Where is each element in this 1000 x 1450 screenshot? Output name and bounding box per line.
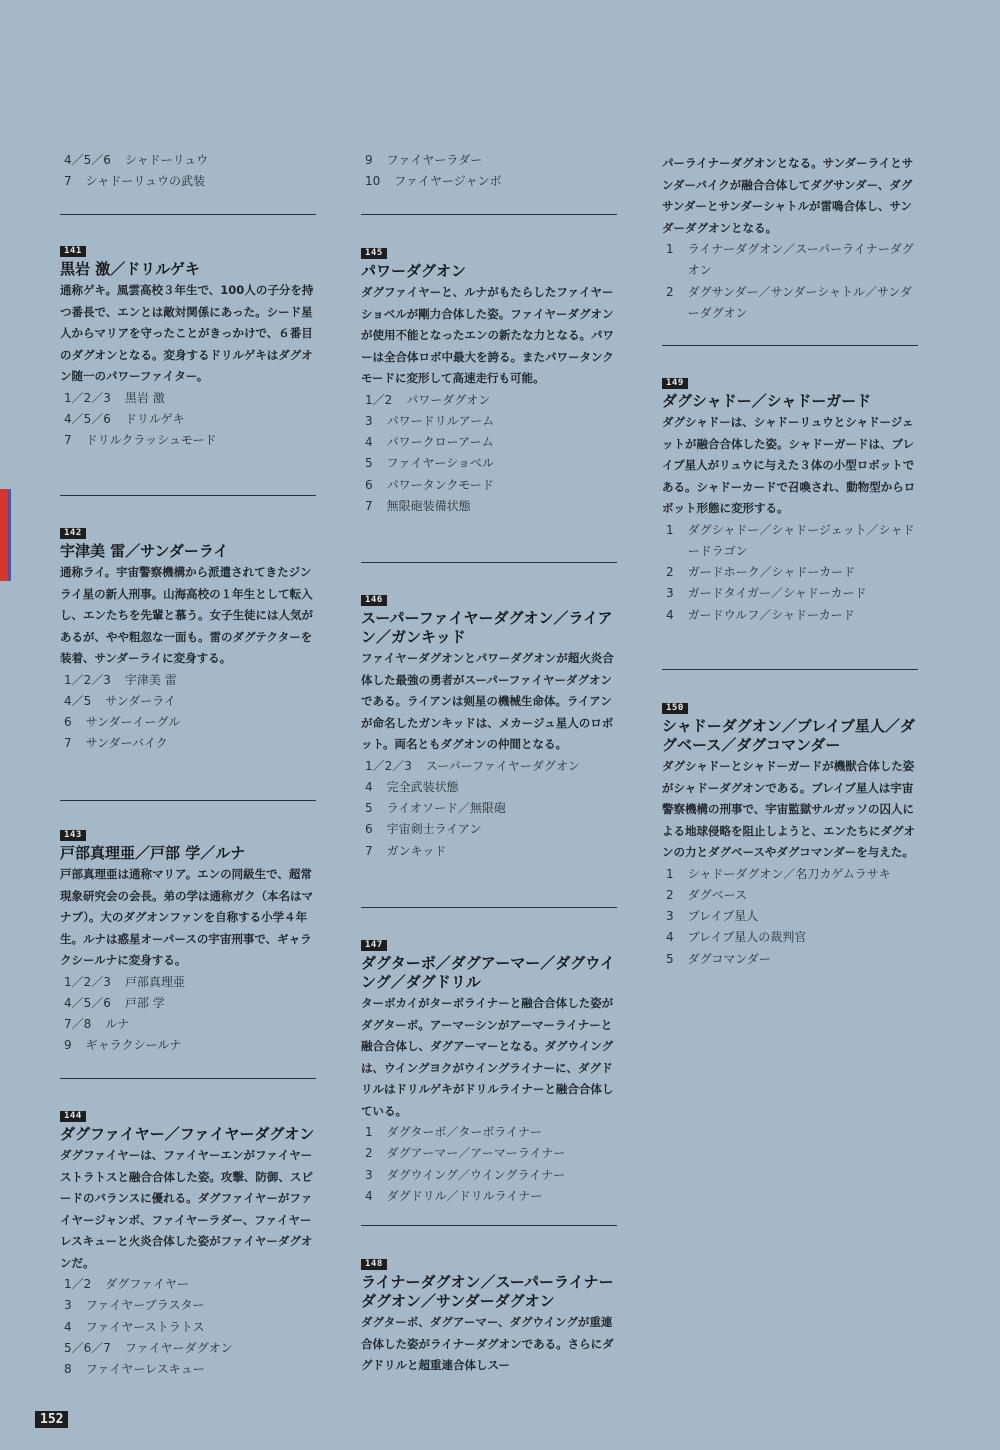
entry-number: 143: [60, 830, 86, 841]
section-divider: [361, 214, 617, 215]
plate-number: 3: [666, 586, 674, 601]
plate-number: 1: [666, 242, 674, 256]
plate-number: 6: [365, 477, 373, 492]
plate-item: [60, 1295, 318, 1316]
plate-caption: ファイヤーブラスター: [85, 1298, 205, 1313]
plate-item: [60, 1014, 318, 1035]
entry: [361, 587, 619, 862]
plate-item: [662, 906, 920, 927]
plate-item: [361, 1186, 619, 1207]
plate-item: [60, 1359, 318, 1380]
plate-number: 5: [365, 456, 373, 471]
plate-item: [662, 282, 920, 325]
plate-number: 7: [64, 174, 72, 189]
plate-number: 1／2／3: [64, 390, 111, 405]
plate-caption: ライオソード／無限砲: [386, 801, 506, 816]
entry: [662, 370, 920, 626]
plate-number: 4: [365, 435, 373, 450]
plate-number: 7／8: [64, 1017, 92, 1032]
plate-number: 4: [666, 930, 674, 945]
plate-item: [361, 453, 619, 474]
plate-list-continued: [361, 150, 619, 193]
entry-title: パワーダグオン: [361, 262, 467, 280]
plate-caption: ファイヤーストラトス: [85, 1319, 205, 1334]
plate-list: [361, 390, 619, 518]
entry-number: 145: [361, 248, 387, 259]
plate-list: [60, 670, 318, 755]
entry-title: スーパーファイヤーダグオン／ライアン／ガンキッド: [361, 609, 613, 646]
plate-number: 1／2／3: [64, 974, 111, 989]
entry-number: 148: [361, 1259, 387, 1270]
plate-item: [662, 927, 920, 948]
plate-caption: パワーダグオン: [406, 392, 491, 407]
plate-number: 7: [64, 736, 72, 751]
entry-description: ファイヤーダグオンとパワーダグオンが超火炎合体した最強の勇者がスーパーファイヤーダグオンである。ライアンは剣星の機械生命体。ライアンが命名したガンキッドは、メカージュ星人のロボット。両名ともダグオンの仲間となる。: [361, 651, 614, 751]
plate-number: 6: [365, 822, 373, 837]
plate-number: 9: [64, 1038, 72, 1053]
plate-item: [361, 819, 619, 840]
plate-caption: ダグサンダー／サンダーシャトル／サンダーダグオン: [687, 284, 912, 320]
entry-description: 戸部真理亜は通称マリア。エンの同級生で、超常現象研究会の会長。弟の学は通称ガク（本名はマナブ）。大のダグオンファンを自称する小学４年生。ルナは惑星オーパースの宇宙刑事で、ギャラクシールナに変身する。: [60, 867, 313, 967]
plate-number: 4／5／6: [64, 411, 111, 426]
plate-caption: ファイヤーラダー: [386, 153, 483, 167]
entry-description: ダグファイヤーは、ファイヤーエンがファイヤーストラトスと融合合体した姿。攻撃、防御、スピードのバランスに優れる。ダグファイヤーがファイヤージャンボ、ファイヤーラダー、ファイヤーレスキューと火炎合体した姿がファイヤーダグオンだ。: [60, 1148, 313, 1270]
plate-caption: ダグベース: [687, 887, 748, 902]
entry-title: 黒岩 激／ドリルゲキ: [60, 260, 200, 278]
entry-description: パーライナーダグオンとなる。サンダーライとサンダーバイクが融合合体してダグサンダー、ダグサンダーとサンダーシャトルが雷鳴合体し、サンダーダグオンとなる。: [662, 156, 914, 235]
plate-caption: パワードリルアーム: [386, 413, 495, 428]
plate-caption: ガードタイガー／シャドーカード: [687, 586, 867, 601]
plate-caption: ファイヤーショベル: [386, 456, 494, 471]
plate-item: [60, 993, 318, 1014]
plate-item: [60, 409, 318, 430]
page-number: 152: [35, 1411, 68, 1428]
plate-caption: パワータンクモード: [386, 477, 494, 492]
plate-caption: ファイヤーレスキュー: [85, 1362, 205, 1377]
section-divider: [361, 907, 617, 908]
plate-item: [60, 1338, 318, 1359]
plate-list-continued: [60, 150, 318, 193]
entry: [361, 240, 619, 517]
plate-caption: シャドーリュウの武装: [85, 174, 206, 189]
plate-number: 4: [666, 607, 674, 622]
entry-number: 146: [361, 595, 387, 606]
plate-list: [60, 972, 318, 1057]
plate-number: 1: [365, 1125, 373, 1139]
plate-number: 3: [666, 909, 674, 924]
section-divider: [60, 495, 316, 496]
plate-list: [662, 864, 920, 970]
section-divider: [662, 669, 918, 670]
plate-item: [662, 885, 920, 906]
entry-number: 150: [662, 703, 688, 714]
plate-list: [662, 520, 920, 626]
plate-number: 4／5／6: [64, 153, 111, 167]
plate-item: [361, 411, 619, 432]
plate-item: [662, 562, 920, 583]
plate-number: 4: [64, 1319, 72, 1334]
plate-caption: 宇宙剣士ライアン: [386, 822, 482, 837]
plate-caption: サンダーライ: [105, 693, 176, 708]
plate-item: [361, 798, 619, 819]
plate-caption: ブレイブ星人の裁判官: [687, 930, 807, 945]
entry-title: ダグターボ／ダグアーマー／ダグウイング／ダグドリル: [361, 954, 615, 991]
plate-number: 4: [365, 779, 373, 794]
plate-number: 8: [64, 1362, 72, 1377]
plate-number: 7: [365, 843, 373, 858]
plate-caption: 戸部真理亜: [124, 974, 185, 989]
entry-title: ライナーダグオン／スーパーライナーダグオン／サンダーダグオン: [361, 1273, 614, 1310]
plate-list: [361, 150, 619, 193]
plate-list: [60, 1274, 318, 1380]
plate-item: [662, 583, 920, 604]
plate-item: [60, 1035, 318, 1056]
plate-item: [60, 430, 318, 451]
section-divider: [361, 562, 617, 563]
plate-number: 2: [666, 887, 674, 902]
plate-caption: スーパーファイヤーダグオン: [425, 758, 580, 773]
plate-item: [662, 520, 920, 563]
plate-number: 4／5／6: [64, 995, 111, 1010]
plate-caption: ドリルクラッシュモード: [85, 433, 217, 448]
blue-edge-marker: [8, 489, 11, 581]
plate-caption: 宇津美 雷: [124, 672, 177, 687]
plate-caption: シャドーダグオン／名刀カゲムラサキ: [687, 866, 891, 881]
entry: [662, 152, 920, 324]
entry-number: 147: [361, 940, 387, 951]
plate-caption: サンダーイーグル: [85, 715, 181, 730]
plate-item: [361, 777, 619, 798]
plate-item: [361, 1122, 619, 1143]
plate-number: 2: [365, 1146, 373, 1161]
entry: [361, 932, 619, 1207]
plate-caption: ファイヤージャンボ: [394, 174, 502, 189]
plate-list: [60, 388, 318, 452]
plate-caption: ダグターボ／ターボライナー: [386, 1125, 543, 1139]
entry-title: ダグファイヤー／ファイヤーダグオン: [60, 1125, 315, 1143]
plate-caption: ルナ: [105, 1017, 130, 1032]
plate-caption: ギャラクシールナ: [85, 1038, 182, 1053]
red-edge-marker: [0, 489, 8, 581]
plate-caption: パワークローアーム: [386, 435, 494, 450]
plate-item: [361, 1143, 619, 1164]
entry-description: 通称ゲキ。風雲高校３年生で、100人の子分を持つ番長で、エンとは敵対関係にあった。シード星人からマリアを守ったことがきっかけで、６番目のダグオンとなる。変身するドリルゲキはダグオン随一のパワーファイター。: [60, 283, 314, 383]
plate-number: 3: [365, 413, 373, 428]
entry-description: ダグファイヤーと、ルナがもたらしたファイヤーショベルが剛力合体した姿。ファイヤーダグオンが使用不能となったエンの新たな力となる。パワーは全合体ロボ中最大を誇る。またパワータンクモードに変形して高速走行も可能。: [361, 285, 614, 385]
plate-list: [361, 1122, 619, 1207]
plate-caption: 戸部 学: [124, 995, 165, 1010]
entry: [60, 520, 318, 755]
section-divider: [60, 214, 316, 215]
entry-number: 144: [60, 1111, 86, 1122]
plate-item: [361, 150, 619, 171]
entry-number: 149: [662, 378, 688, 389]
plate-item: [60, 691, 318, 712]
plate-number: 6: [64, 715, 72, 730]
plate-item: [662, 239, 920, 282]
plate-number: 1／2／3: [64, 672, 111, 687]
plate-caption: ダグコマンダー: [687, 951, 771, 966]
plate-number: 3: [64, 1298, 72, 1313]
entry: [662, 695, 920, 970]
plate-list: [60, 150, 318, 193]
plate-number: 1／2／3: [365, 758, 412, 773]
plate-caption: ダグアーマー／アーマーライナー: [386, 1146, 566, 1161]
entry-description: 通称ライ。宇宙警察機構から派遣されてきたジンライ星の新人刑事。山海高校の１年生として転入し、エンたちを先輩と慕う。女子生徒には人気があるが、やや粗忽な一面も。雷のダグテクターを装着、サンダーライに変身する。: [60, 565, 313, 665]
entry-description: ターボカイがターボライナーと融合合体した姿がダグターボ。アーマーシンがアーマーライナーと融合合体し、ダグアーマーとなる。ダグウイングは、ウイングヨクがウイングライナーに、ダグドリルはドリルゲキがドリルライナーと融合合体している。: [361, 996, 614, 1118]
plate-item: [60, 972, 318, 993]
entry-title: シャドーダグオン／ブレイブ星人／ダグベース／ダグコマンダー: [662, 717, 915, 754]
plate-caption: 完全武装状態: [386, 779, 459, 794]
plate-caption: ダグファイヤー: [105, 1277, 190, 1291]
plate-number: 3: [365, 1167, 373, 1182]
plate-item: [361, 1165, 619, 1186]
plate-list: [361, 756, 619, 862]
entry-description: ダグシャドーは、シャドーリュウとシャドージェットが融合合体した姿。シャドーガードは、ブレイブ星人がリュウに与えた３体の小型ロボットである。シャドーカードで召喚され、動物型からロボット形態に変形する。: [662, 415, 916, 515]
plate-item: [662, 605, 920, 626]
entry: [60, 238, 318, 451]
plate-caption: ダグシャドー／シャドージェット／シャドードラゴン: [687, 522, 915, 558]
section-divider: [361, 1225, 617, 1226]
plate-number: 5: [365, 801, 373, 816]
plate-item: [60, 150, 318, 171]
plate-item: [361, 475, 619, 496]
entry-title: 宇津美 雷／サンダーライ: [60, 542, 229, 560]
plate-caption: ガンキッド: [386, 843, 447, 858]
plate-item: [361, 841, 619, 862]
plate-number: 4／5: [64, 693, 92, 708]
section-divider: [60, 1078, 316, 1079]
entry-description: ダグシャドーとシャドーガードが機獣合体した姿がシャドーダグオンである。ブレイブ星人は宇宙警察機構の刑事で、宇宙監獄サルガッソの囚人による地球侵略を阻止しようと、エンたちにダグオンの力とダグベースやダグコマンダーを与えた。: [662, 759, 915, 859]
plate-item: [60, 670, 318, 691]
plate-caption: サンダーバイク: [85, 736, 168, 751]
plate-number: 2: [666, 284, 674, 299]
plate-item: [361, 432, 619, 453]
plate-item: [662, 949, 920, 970]
plate-number: 7: [64, 433, 72, 448]
plate-item: [60, 733, 318, 754]
plate-caption: シャドーリュウ: [124, 153, 209, 167]
plate-item: [361, 756, 619, 777]
plate-caption: ブレイブ星人: [687, 909, 759, 924]
section-divider: [60, 800, 316, 801]
plate-item: [60, 171, 318, 192]
plate-caption: ダグドリル／ドリルライナー: [386, 1188, 543, 1203]
plate-caption: 無限砲装備状態: [386, 498, 471, 513]
plate-caption: ダグウイング／ウイングライナー: [386, 1167, 566, 1182]
entry-title: ダグシャドー／シャドーガード: [662, 392, 872, 410]
entry-number: 141: [60, 246, 86, 257]
plate-item: [60, 712, 318, 733]
plate-number: 10: [365, 174, 381, 189]
plate-caption: ドリルゲキ: [124, 411, 185, 426]
entry: [60, 1103, 318, 1380]
plate-number: 5／6／7: [64, 1340, 111, 1355]
plate-item: [60, 388, 318, 409]
plate-number: 1／2: [64, 1277, 92, 1291]
entry-description: ダグターボ、ダグアーマー、ダグウイングが重連合体した姿がライナーダグオンである。さらにダグドリルと超重連合体しスー: [361, 1315, 614, 1372]
entry: [60, 822, 318, 1057]
section-divider: [662, 345, 918, 346]
plate-caption: ガードホーク／シャドーカード: [687, 565, 856, 580]
plate-number: 5: [666, 951, 674, 966]
plate-caption: 黒岩 激: [124, 390, 165, 405]
plate-list: [662, 239, 920, 324]
plate-number: 4: [365, 1188, 373, 1203]
plate-number: 7: [365, 498, 373, 513]
plate-caption: ファイヤーダグオン: [124, 1340, 233, 1355]
plate-number: 2: [666, 565, 674, 580]
entry-title: 戸部真理亜／戸部 学／ルナ: [60, 844, 246, 862]
plate-item: [60, 1274, 318, 1295]
plate-item: [662, 864, 920, 885]
plate-number: 1: [666, 866, 674, 881]
plate-item: [361, 390, 619, 411]
plate-item: [361, 496, 619, 517]
plate-caption: ガードウルフ／シャドーカード: [687, 607, 855, 622]
entry: [361, 1251, 619, 1377]
plate-number: 1／2: [365, 392, 393, 407]
plate-caption: ライナーダグオン／スーパーライナーダグオン: [687, 242, 914, 278]
entry-number: 142: [60, 528, 86, 539]
plate-number: 1: [666, 522, 674, 537]
plate-item: [60, 1317, 318, 1338]
plate-number: 9: [365, 153, 373, 167]
plate-item: [361, 171, 619, 192]
